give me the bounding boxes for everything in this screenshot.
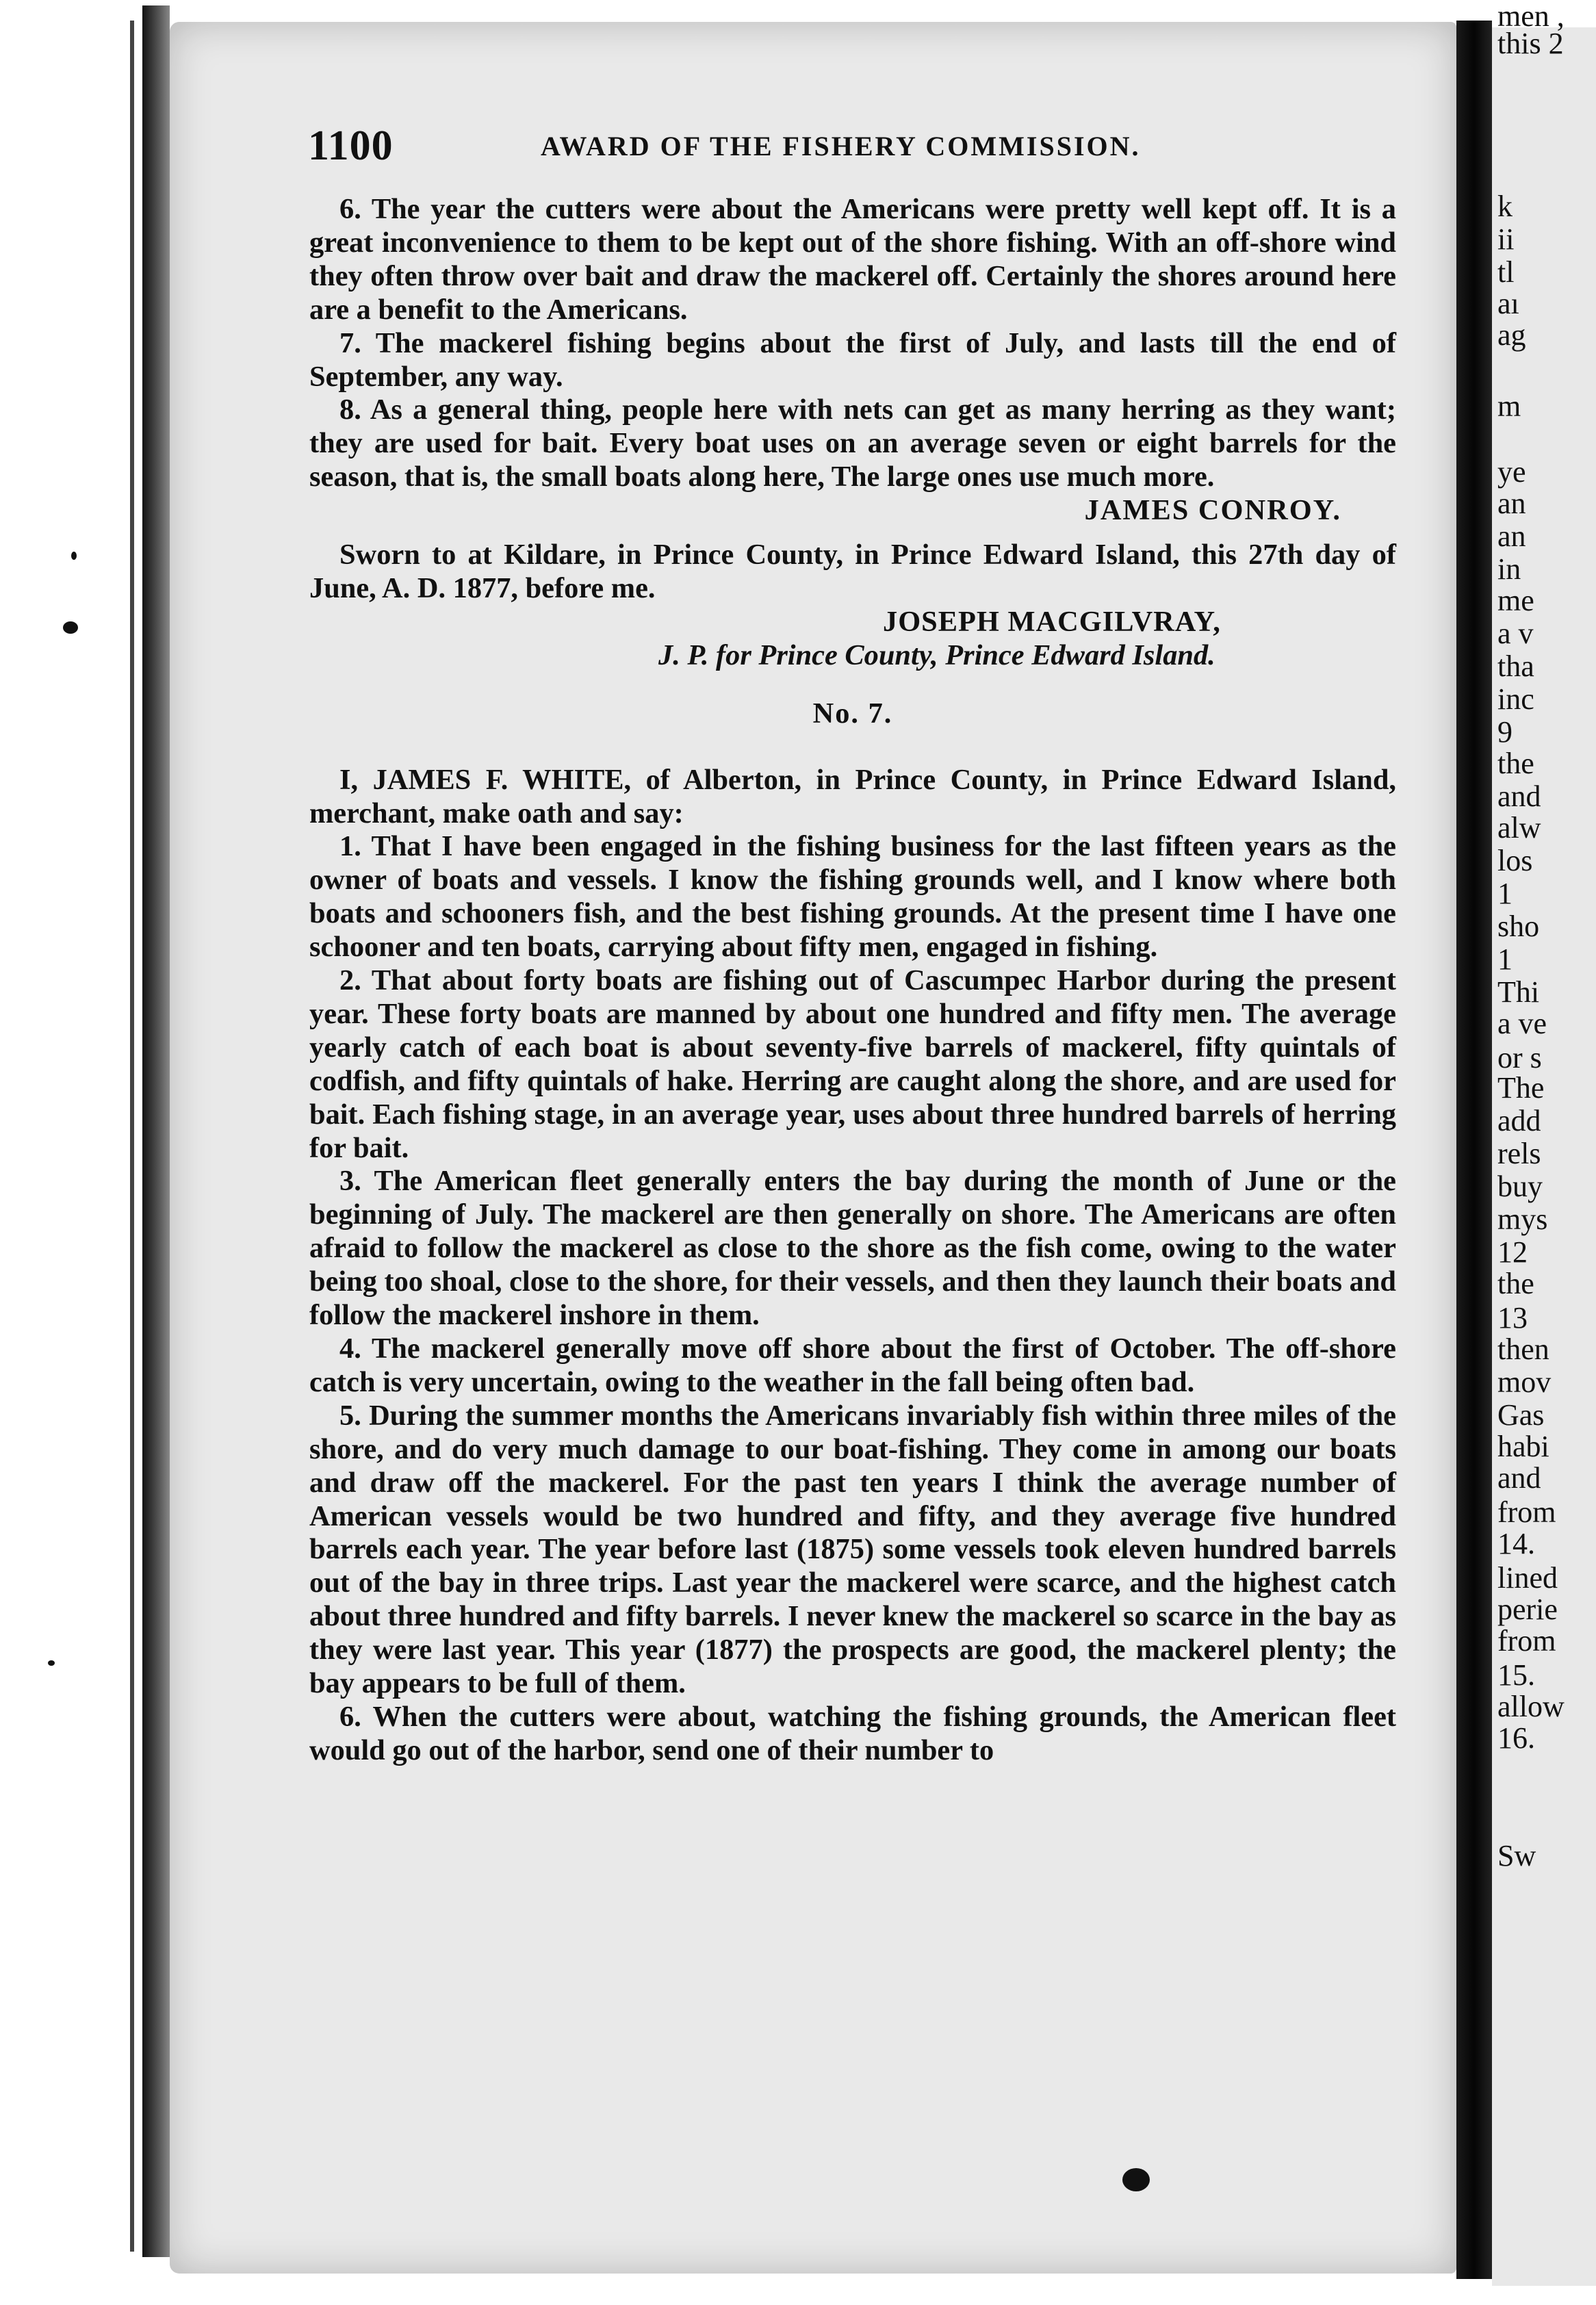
facing-page-text-fragment: perie xyxy=(1497,1593,1558,1626)
facing-page-text-fragment: los xyxy=(1497,844,1533,877)
section-heading: No. 7. xyxy=(812,697,893,730)
facing-page-text-fragment: 16. xyxy=(1497,1721,1535,1755)
signature-mark xyxy=(1122,2168,1150,2191)
body-text xyxy=(309,193,1396,1768)
facing-page-text-fragment: a v xyxy=(1497,617,1534,650)
justice-of-peace-title: J. P. for Prince County, Prince Edward Island. xyxy=(658,639,1215,671)
facing-page-text-fragment: lined xyxy=(1497,1561,1558,1595)
facing-page-text-fragment: the xyxy=(1497,747,1534,780)
facing-page-text-fragment: 13 xyxy=(1497,1301,1528,1335)
left-book-edge xyxy=(142,5,170,2257)
facing-page-text-fragment: 12 xyxy=(1497,1235,1528,1269)
paragraph: 7. The mackerel fishing begins about the first of July, and lasts till the end of September, any way. xyxy=(309,326,1396,393)
facing-page-text-fragment: Thi xyxy=(1497,975,1540,1009)
facing-page-text-fragment: 15. xyxy=(1497,1658,1535,1692)
facing-page-text-fragment: alw xyxy=(1497,811,1541,845)
facing-page-text-fragment: and xyxy=(1497,780,1541,813)
facing-page-text-fragment: an xyxy=(1497,519,1526,553)
facing-page-text-fragment: k xyxy=(1497,190,1513,223)
facing-page-text-fragment: me xyxy=(1497,584,1534,617)
facing-page-text-fragment: The xyxy=(1497,1071,1545,1105)
facing-page-text-fragment: ye xyxy=(1497,455,1526,489)
page-title: AWARD OF THE FISHERY COMMISSION. xyxy=(541,131,1141,162)
facing-page-text-fragment: allow xyxy=(1497,1690,1565,1723)
paragraph: 8. As a general thing, people here with nets can get as many herring as they want; they are used for bait. Every boat uses on an average seven or eight barrels for the season, that is, the small boats along here, The large ones use much more. xyxy=(309,394,1396,493)
facing-page-text-fragment: add xyxy=(1497,1104,1541,1137)
facing-page-text-fragment: mys xyxy=(1497,1202,1548,1236)
facing-page-text-fragment: 1 xyxy=(1497,942,1513,976)
scan-speck xyxy=(71,552,77,560)
facing-page-text-fragment: a ve xyxy=(1497,1007,1547,1040)
facing-page-text-fragment: sho xyxy=(1497,910,1540,943)
paragraph: 4. The mackerel generally move off shore about the first of October. The off-shore catch is very uncertain, owing to the weather in the fall being often bad. xyxy=(309,1332,1396,1398)
signature-james-conroy: JAMES CONROY. xyxy=(1084,494,1341,527)
facing-page-text-fragment: or s xyxy=(1497,1041,1542,1074)
facing-page-text-fragment: habi xyxy=(1497,1430,1549,1463)
book-gutter xyxy=(1456,21,1492,2279)
facing-page-text-fragment: then xyxy=(1497,1332,1549,1366)
facing-page-text-fragment: Gas xyxy=(1497,1398,1545,1432)
facing-page-text-fragment: aı xyxy=(1497,287,1519,320)
paragraph: 3. The American fleet generally enters the bay during the month of June or the beginning of July. The mackerel are then generally on shore. The Americans are often afraid to follow the mackerel as close to the shore as the fish come, owing to the water being too shoal, close to the shore, for their vessels, and then they launch their boats and follow the mackerel inshore in them. xyxy=(309,1165,1396,1332)
running-head xyxy=(0,122,1596,169)
facing-page-text-fragment: men , xyxy=(1497,0,1565,33)
facing-page-text-fragment: this 2 xyxy=(1497,27,1564,60)
paragraph: 6. When the cutters were about, watching the fishing grounds, the American fleet would go out of the harbor, send one of their number to xyxy=(309,1700,1396,1766)
signature-joseph-macgilvray: JOSEPH MACGILVRAY, xyxy=(883,605,1221,638)
facing-page-text-fragment: buy xyxy=(1497,1170,1543,1203)
facing-page-text-fragment: 9 xyxy=(1497,715,1513,749)
affidavit-intro: I, JAMES F. WHITE, of Alberton, in Prince County, in Prince Edward Island, merchant, make oath and say: xyxy=(309,763,1396,829)
facing-page-text-fragment: from xyxy=(1497,1624,1556,1658)
facing-page-text-fragment: ag xyxy=(1497,318,1526,352)
paragraph: 2. That about forty boats are fishing out of Cascumpec Harbor during the present year. These forty boats are manned by about one hundred and fifty men. The average yearly catch of each boat is about seventy-five barrels of mackerel, fifty quintals of codfish, and fifty quintals of hake. Herring are caught along the shore, and are used for bait. Each fishing stage, in an average year, uses about three hundred barrels of herring for bait. xyxy=(309,964,1396,1164)
facing-page-text-fragment: rels xyxy=(1497,1137,1541,1170)
paragraph: 6. The year the cutters were about the Americans were pretty well kept off. It is a great inconvenience to them to be kept out of the shore fishing. With an off-shore wind they often throw over bait and draw the mackerel off. Certainly the shores around here are a benefit to the Americans. xyxy=(309,193,1396,326)
scan-speck xyxy=(48,1660,55,1666)
facing-page-text-fragment: inc xyxy=(1497,682,1534,716)
paragraph: 5. During the summer months the Americans invariably fish within three miles of the shore, and do very much damage to our boat-fishing. They come in among our boats and draw off the mackerel. For the past ten years I think the average number of American vessels would be two hundred and fifty, and they average five hundred barrels each year. The year before last (1875) some vessels took eleven hundred barrels out of the bay in three trips. Last year the mackerel were scarce, and the highest catch about three hundred and fifty barrels. I never knew the mackerel so scarce in the bay as they were last year. This year (1877) the prospects are good, the mackerel plenty; the bay appears to be full of them. xyxy=(309,1399,1396,1700)
facing-page-text-fragment: the xyxy=(1497,1267,1534,1300)
facing-page-text-fragment: in xyxy=(1497,552,1521,586)
page-number: 1100 xyxy=(308,123,394,169)
facing-page-fragment xyxy=(1492,0,1596,2286)
facing-page-text-fragment: from xyxy=(1497,1495,1556,1529)
facing-page-text-fragment: mov xyxy=(1497,1365,1552,1399)
facing-page-text-fragment: tha xyxy=(1497,649,1534,683)
facing-page-text-fragment: m xyxy=(1497,389,1521,423)
previous-page-edge xyxy=(130,21,134,2252)
sworn-statement: Sworn to at Kildare, in Prince County, in Prince Edward Island, this 27th day of June, A. D. 1877, before me. xyxy=(309,539,1396,604)
facing-page-text-fragment: Sw xyxy=(1497,1839,1536,1872)
facing-page-text-fragment: ii xyxy=(1497,222,1515,256)
facing-page-text-fragment: and xyxy=(1497,1461,1541,1495)
facing-page-text-fragment: 1 xyxy=(1497,877,1513,910)
facing-page-text-fragment: an xyxy=(1497,487,1526,520)
paragraph: 1. That I have been engaged in the fishing business for the last fifteen years as the owner of boats and vessels. I know the fishing grounds well, and I know where both boats and schooners fish, and the best fishing grounds. At the present time I have one schooner and ten boats, carrying about fifty men, engaged in fishing. xyxy=(309,830,1396,964)
facing-page-text-fragment: 14. xyxy=(1497,1527,1535,1560)
facing-page-text-fragment: tl xyxy=(1497,255,1515,289)
scan-speck xyxy=(63,621,78,634)
